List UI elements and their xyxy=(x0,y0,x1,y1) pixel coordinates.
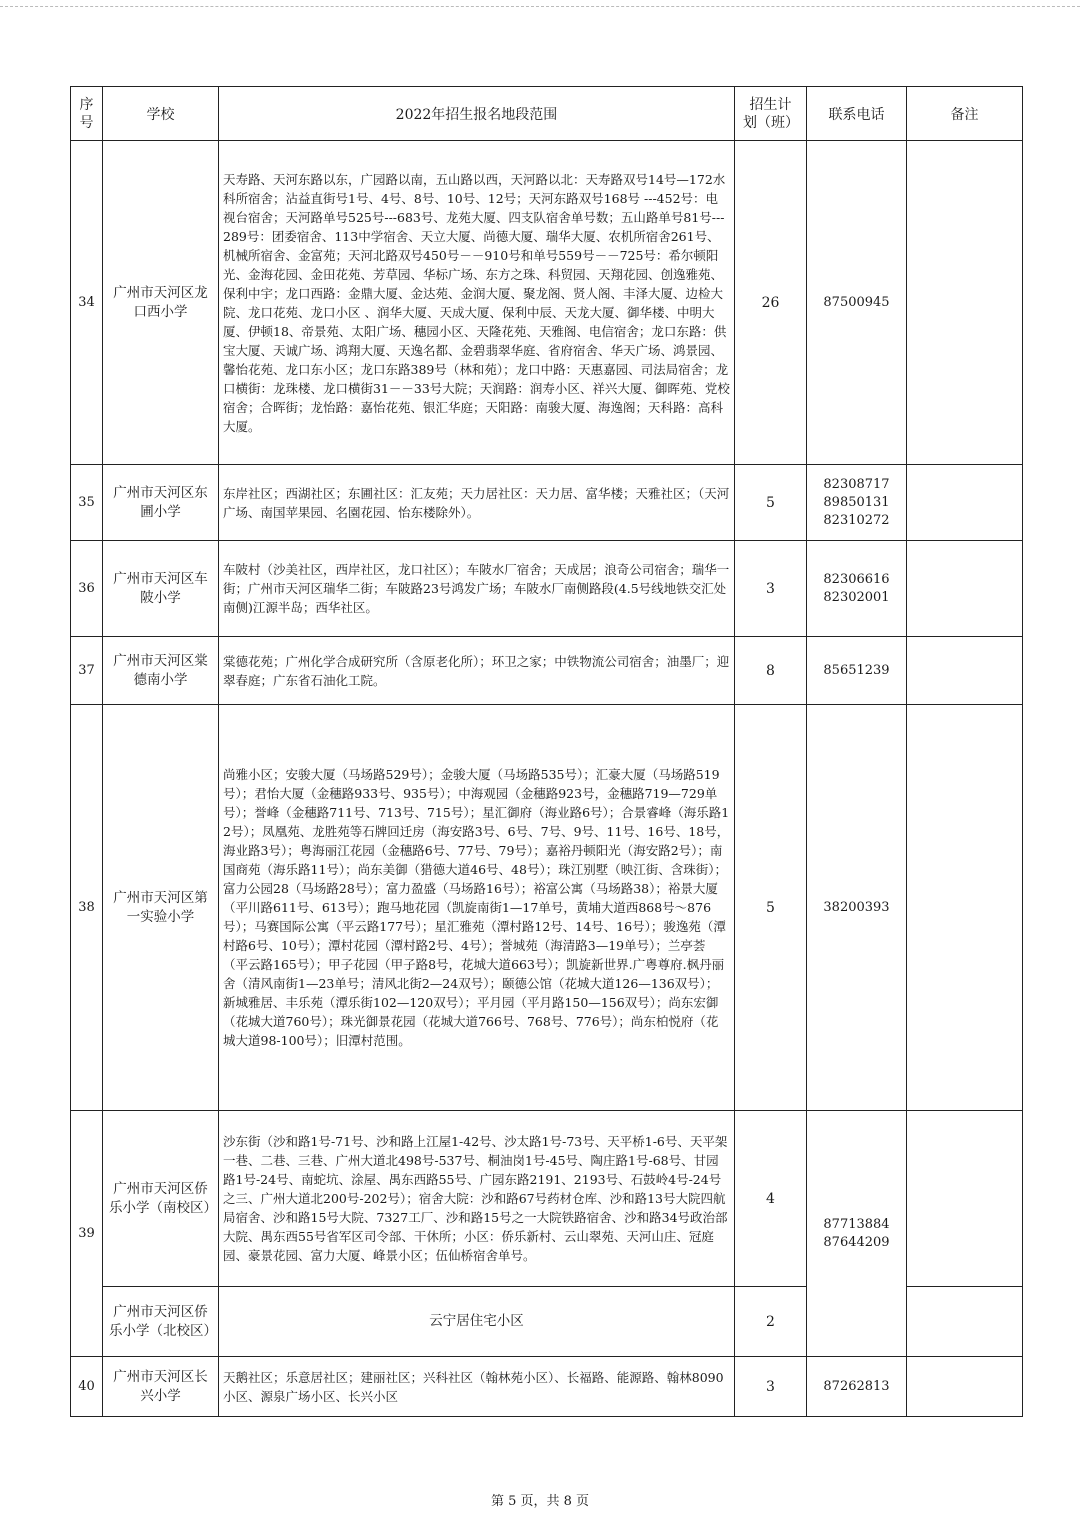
tel-number: 82306616 xyxy=(823,571,890,587)
row-plan: 3 xyxy=(735,1357,807,1417)
tel-number: 87644209 xyxy=(823,1234,890,1250)
row-tel xyxy=(807,141,907,465)
tel-number: 87262813 xyxy=(823,1378,890,1394)
header-no: 序号 xyxy=(71,87,103,141)
row-no: 40 xyxy=(71,1357,103,1417)
row-note xyxy=(907,465,1023,541)
scan-top-line xyxy=(0,6,1080,7)
row-range: 天鹅社区；乐意居社区；建丽社区；兴科社区（翰林苑小区）、长福路、能源路、翰林8090小区、源泉广场小区、长兴小区 xyxy=(219,1357,735,1417)
tel-number: 89850131 xyxy=(823,494,890,510)
row-range: 尚雅小区；安骏大厦（马场路529号）；金骏大厦（马场路535号）；汇豪大厦（马场路519号）；君怡大厦（金穗路933号、935号）；中海观园（金穗路923号，金穗路719—729单号）；誉峰（金穗路711号、713号、715号）；星汇御府（海业路6号）；合景睿峰（海乐路12号）；凤凰苑、龙胜苑等石牌回迁房（海安路3号、6号、7号、9号、11号、16号、18号，海业路3号）；粤海丽江花园（金穗路6号、77号、79号）；嘉裕丹顿阳光（海安路2号）；南国商苑（海乐路11号）；尚东美御（猎德大道46号、48号）；珠江别墅（映江街、含珠街）；富力公园28（马场路28号）；富力盈盛（马场路16号）；裕富公寓（马场路38）；裕景大厦（平川路611号、613号）；跑马地花园（凯旋南街1—17单号，黄埔大道西868号～876号）；马赛国际公寓（平云路177号）；星汇雅苑（潭村路12号、14号、16号）；骏逸苑（潭村路6号、10号）；潭村花园（潭村路2号、4号）；誉城苑（海清路3—19单号）；兰亭荟（平云路165号）；甲子花园（甲子路8号，花城大道663号）；凯旋新世界.广粤尊府.枫丹丽舍（清风南街1—23单号；清风北街2—24双号）；颐德公馆（花城大道126—136双号）；新城雅居、丰乐苑（潭乐街102—120双号）；平月园（平月路150—156双号）；尚东宏御（花城大道760号）；珠光御景花园（花城大道766号、768号、776号）；尚东柏悦府（花城大道98-100号）；旧潭村范围。 xyxy=(219,705,735,1111)
tel-number: 82308717 xyxy=(823,476,890,492)
row-range: 棠德花苑；广州化学合成研究所（含原老化所）；环卫之家；中铁物流公司宿舍；油墨厂；迎翠春庭；广东省石油化工院。 xyxy=(219,637,735,705)
row-note xyxy=(907,1357,1023,1417)
row-note xyxy=(907,1287,1023,1357)
enrollment-table xyxy=(70,86,1023,1417)
row-plan: 4 xyxy=(735,1111,807,1287)
tel-number: 38200393 xyxy=(823,899,890,915)
row-plan: 26 xyxy=(735,141,807,465)
table-row xyxy=(71,541,1023,637)
row-plan: 2 xyxy=(735,1287,807,1357)
row-note xyxy=(907,141,1023,465)
row-range: 云宁居住宅小区 xyxy=(219,1287,735,1357)
tel-number: 82310272 xyxy=(823,512,890,528)
row-tel xyxy=(807,1357,907,1417)
row-note xyxy=(907,705,1023,1111)
row-school: 广州市天河区龙口西小学 xyxy=(103,141,219,465)
row-range: 沙东街（沙和路1号-71号、沙和路上江屋1-42号、沙太路1号-73号、天平桥1-6号、天平架一巷、二巷、三巷、广州大道北498号-537号、桐油岗1号-45号、陶庄路1号-68号、甘园路1号-24号、南蛇坑、涂屋、禺东西路55号、广园东路2191、2193号、石鼓岭4号-24号之三、广州大道北200号-202号）；宿舍大院：沙和路67号药材仓库、沙和路13号大院四航局宿舍、沙和路15号大院、7327工厂、沙和路15号之一大院铁路宿舍、沙和路34号政治部大院、禺东西55号省军区司令部、干休所；小区：侨乐新村、云山翠苑、天河山庄、冠庭园、豪景花园、富力大厦、峰景小区；伍仙桥宿舍单号。 xyxy=(219,1111,735,1287)
row-range: 天寿路、天河东路以东，广园路以南，五山路以西，天河路以北：天寿路双号14号—172水科所宿舍；沾益直街号1号、4号、8号、10号、12号；天河东路双号168号 ---452号：电视台宿舍；天河路单号525号---683号、龙苑大厦、四支队宿舍单号数；五山路单号81号---289号：团委宿舍、113中学宿舍、天立大厦、尚德大厦、瑞华大厦、农机所宿舍261号、机械所宿舍、金富苑；天河北路双号450号－－910号和单号559号－－725号：希尔顿阳光、金海花园、金田花苑、芳草园、华标广场、东方之珠、科贸园、天翔花园、创逸雅苑、保利中宇；龙口西路：金鼎大厦、金达苑、金润大厦、聚龙阁、贤人阁、丰泽大厦、边检大院、龙口花苑、龙口小区 、润华大厦、天成大厦、保利中辰、天龙大厦、御华楼、中明大厦、伊顿18、帝景苑、太阳广场、穗园小区、天隆花苑、天雅阁、电信宿舍；龙口东路：供宝大厦、天诚广场、鸿翔大厦、天逸名都、金碧翡翠华庭、省府宿舍、华天广场、鸿景园、馨怡花苑、龙口东小区；龙口东路389号（林和苑）；龙口中路：天惠嘉园、司法局宿舍；龙口横街：龙珠楼、龙口横街31－－33号大院；天润路：润寿小区、祥兴大厦、御晖苑、党校宿舍；合晖街；龙怡路：嘉怡花苑、银汇华庭；天阳路：南骏大厦、海逸阁；天科路：高科大厦。 xyxy=(219,141,735,465)
tel-number: 85651239 xyxy=(823,662,890,678)
row-school: 广州市天河区长兴小学 xyxy=(103,1357,219,1417)
row-no: 35 xyxy=(71,465,103,541)
table-row xyxy=(71,1357,1023,1417)
header-school: 学校 xyxy=(103,87,219,141)
page-number: 第 5 页，共 8 页 xyxy=(490,1494,590,1509)
row-plan: 8 xyxy=(735,637,807,705)
row-school: 广州市天河区侨乐小学（南校区） xyxy=(103,1111,219,1287)
row-note xyxy=(907,541,1023,637)
row-range: 车陂村（沙美社区，西岸社区，龙口社区）；车陂水厂宿舍；天成居；浪奇公司宿舍；瑞华一街；广州市天河区瑞华二街；车陂路23号鸿发广场；车陂水厂南侧路段(4.5号线地铁交汇处南侧)江源半岛；西华社区。 xyxy=(219,541,735,637)
row-no: 38 xyxy=(71,705,103,1111)
row-school: 广州市天河区车陂小学 xyxy=(103,541,219,637)
row-plan: 5 xyxy=(735,705,807,1111)
header-note: 备注 xyxy=(907,87,1023,141)
row-school: 广州市天河区侨乐小学（北校区） xyxy=(103,1287,219,1357)
tel-number: 87713884 xyxy=(823,1216,890,1232)
header-range: 2022年招生报名地段范围 xyxy=(219,87,735,141)
tel-number: 87500945 xyxy=(823,294,890,310)
table-row xyxy=(71,705,1023,1111)
row-no: 34 xyxy=(71,141,103,465)
row-range: 东岸社区；西湖社区；东圃社区：汇友苑；天力居社区：天力居、富华楼；天雅社区；（天河广场、南国苹果园、名園花园、怡东楼除外）。 xyxy=(219,465,735,541)
table-row xyxy=(71,141,1023,465)
row-tel xyxy=(807,541,907,637)
row-tel xyxy=(807,637,907,705)
row-note xyxy=(907,637,1023,705)
row-no: 36 xyxy=(71,541,103,637)
table-row xyxy=(71,1111,1023,1287)
row-school: 广州市天河区第一实验小学 xyxy=(103,705,219,1111)
header-plan: 招生计划（班） xyxy=(735,87,807,141)
row-plan: 3 xyxy=(735,541,807,637)
row-plan: 5 xyxy=(735,465,807,541)
row-school: 广州市天河区东圃小学 xyxy=(103,465,219,541)
row-tel xyxy=(807,465,907,541)
row-tel xyxy=(807,705,907,1111)
row-tel xyxy=(807,1111,907,1357)
row-school: 广州市天河区棠德南小学 xyxy=(103,637,219,705)
row-note xyxy=(907,1111,1023,1287)
table-row xyxy=(71,637,1023,705)
row-no: 37 xyxy=(71,637,103,705)
table-row xyxy=(71,465,1023,541)
row-no: 39 xyxy=(71,1111,103,1357)
tel-number: 82302001 xyxy=(823,589,890,605)
header-tel: 联系电话 xyxy=(807,87,907,141)
table-header-row xyxy=(71,87,1023,141)
